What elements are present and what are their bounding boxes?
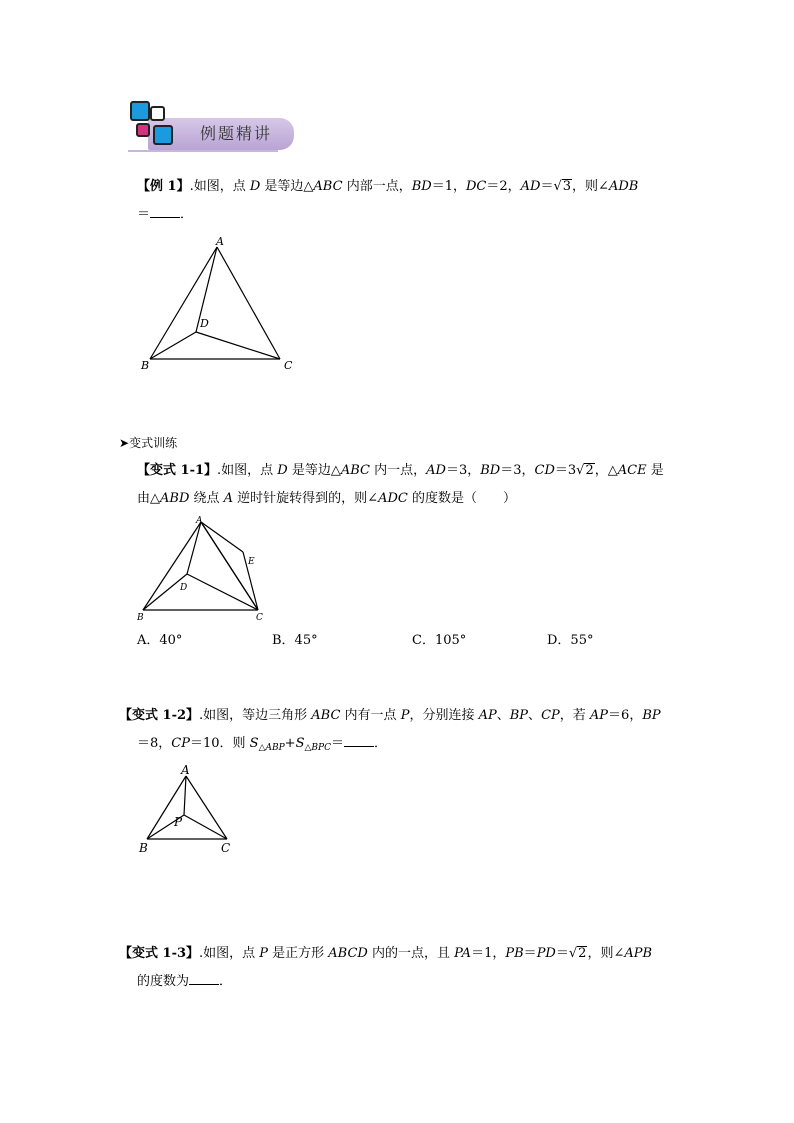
text: CP (171, 736, 190, 751)
sqrt-value: 2 (585, 463, 594, 478)
vertex-label-b: B (139, 841, 148, 855)
variant12-line1 (119, 702, 661, 730)
vertex-label-a: A (181, 763, 190, 777)
example1-figure (130, 228, 310, 378)
vertex-label-a: A (196, 516, 203, 526)
text: S (295, 736, 305, 751)
answer-blank (150, 205, 180, 218)
text: .如图，点 (199, 946, 260, 961)
vertex-label-b: B (141, 359, 150, 372)
text: 逆时针旋转得到的，则∠ (233, 491, 379, 506)
text: DC (465, 179, 487, 194)
vertex-label-p: P (174, 815, 183, 829)
text: 内的一点，且 (367, 946, 455, 961)
logo-square-pink-icon (136, 123, 150, 137)
text: ＝8， (137, 736, 172, 751)
text: 内部一点， (342, 179, 412, 194)
text: BP (642, 708, 661, 723)
segment-ap (184, 776, 186, 815)
vertex-label-c: C (284, 359, 293, 372)
variant13-line2 (137, 968, 232, 996)
text: ACE (617, 463, 647, 478)
text: △BPC (304, 743, 331, 753)
sqrt-value: 3 (562, 179, 572, 194)
option-d[interactable]: D．55° (547, 633, 594, 648)
text: BD (480, 463, 501, 478)
logo-square-blue-icon (130, 101, 150, 121)
text: P (259, 946, 269, 961)
text: BP (509, 708, 529, 723)
logo-square-blue2-icon (153, 125, 173, 145)
text: ． (373, 736, 387, 751)
text: PB (505, 946, 524, 961)
text: A (223, 491, 234, 506)
option-b[interactable]: B．45° (272, 633, 318, 648)
variant12-tag: 【变式 1-2】 (119, 708, 200, 723)
segment-ab (143, 522, 201, 610)
text: 内一点， (370, 463, 427, 478)
text: .如图，点 (217, 463, 278, 478)
text: CD (534, 463, 555, 478)
segment-ac (186, 776, 227, 839)
text: 内有一点 (340, 708, 401, 723)
arrow-bullet-icon: ➤ (119, 436, 130, 450)
variant12-line2 (137, 730, 387, 762)
text: AP (589, 708, 609, 723)
segment-ad (187, 522, 201, 574)
text: ＝1， (431, 179, 466, 194)
text: 绕点 (189, 491, 224, 506)
segment-ab (147, 776, 186, 839)
text: APB (624, 946, 653, 961)
vertex-label-e: E (248, 557, 255, 567)
variant13-line1: 【变式 1-3】.如图，点 P 是正方形 ABCD 内的一点，且 PA＝1，PB＝PD＝√2，则∠APB (119, 946, 653, 961)
text: D (249, 179, 261, 194)
text: S (249, 736, 259, 751)
text: AD (520, 179, 541, 194)
text: ＝3 (554, 463, 577, 478)
option-a[interactable]: A．40° (137, 633, 183, 648)
text: + (284, 736, 296, 751)
vertex-label-a: A (216, 235, 224, 248)
variant13-tag: 【变式 1-3】 (119, 946, 200, 961)
text: ADB (608, 179, 639, 194)
text: ，分别连接 (409, 708, 479, 723)
vertex-label-d: D (180, 583, 188, 593)
text: PD (536, 946, 556, 961)
text: ＝6， (608, 708, 643, 723)
variant11-line1: 【变式 1-1】.如图，点 D 是等边△ABC 内一点，AD＝3，BD＝3，CD＝3√2，△ACE 是 (137, 463, 664, 478)
text: ＝ (555, 946, 569, 961)
text: ＝3， (445, 463, 481, 478)
practice-heading (119, 429, 177, 457)
text: 由△ (137, 491, 160, 506)
text: ＝ (330, 736, 344, 751)
text: ，则∠ (572, 179, 609, 194)
text: ，△ (594, 463, 618, 478)
text: CP (541, 708, 560, 723)
banner-underline (128, 150, 278, 152)
text: ＝ (137, 207, 151, 222)
example1-tag: 【例 1】 (137, 179, 190, 194)
text: ＝ (523, 946, 537, 961)
text: 、 (496, 708, 510, 723)
variant11-tag: 【变式 1-1】 (137, 463, 218, 478)
text: 的度数是（ ） (407, 491, 516, 506)
text: 、 (528, 708, 542, 723)
text: △ABP (258, 743, 285, 753)
sqrt-value: 2 (578, 946, 587, 961)
segment-cp (184, 815, 227, 839)
text: 是等边△ (260, 179, 314, 194)
text: D (277, 463, 288, 478)
segment-ae (201, 522, 243, 552)
vertex-label-c: C (221, 841, 231, 855)
variant11-figure (130, 510, 280, 630)
example1-line2 (137, 201, 193, 229)
text: AP (478, 708, 497, 723)
banner-title: 例题精讲 (200, 124, 273, 143)
segment-bd (150, 332, 196, 359)
text: 是正方形 (268, 946, 329, 961)
text: ABC (340, 463, 370, 478)
text: .如图，等边三角形 (199, 708, 312, 723)
text: .如图，点 (189, 179, 250, 194)
vertex-label-b: B (137, 613, 144, 623)
text: 是 (646, 463, 664, 478)
text: ADC (378, 491, 408, 506)
text: ． (219, 974, 233, 989)
vertex-label-c: C (256, 613, 263, 623)
text: P (400, 708, 410, 723)
text: AD (426, 463, 446, 478)
logo-square-small-icon (150, 106, 165, 121)
text: ＝ (540, 179, 554, 194)
variant11-line2 (137, 485, 516, 513)
text: 是等边△ (287, 463, 341, 478)
text: ＝3， (500, 463, 535, 478)
text: ABC (313, 179, 343, 194)
text: ＝1， (471, 946, 506, 961)
text: ＝2， (486, 179, 521, 194)
text: ABD (160, 491, 190, 506)
text: ． (180, 207, 194, 222)
answer-blank (344, 734, 374, 747)
text: ，若 (559, 708, 590, 723)
text: 的度数为 (137, 974, 190, 989)
text: ，则∠ (587, 946, 625, 961)
vertex-label-d: D (200, 317, 209, 330)
practice-heading-label: 变式训练 (129, 436, 178, 450)
text: ＝10．则 (189, 736, 250, 751)
variant12-figure (130, 760, 240, 860)
text: PA (454, 946, 472, 961)
option-c[interactable]: C．105° (412, 633, 467, 648)
answer-blank (189, 972, 219, 985)
example1-line1: 【例 1】.如图，点 D 是等边△ABC 内部一点，BD＝1，DC＝2，AD＝√3，则∠ADB (137, 179, 639, 194)
text: ABCD (328, 946, 368, 961)
text: ABC (311, 708, 341, 723)
segment-ab (150, 247, 217, 359)
text: BD (411, 179, 432, 194)
segment-dc (187, 574, 258, 610)
